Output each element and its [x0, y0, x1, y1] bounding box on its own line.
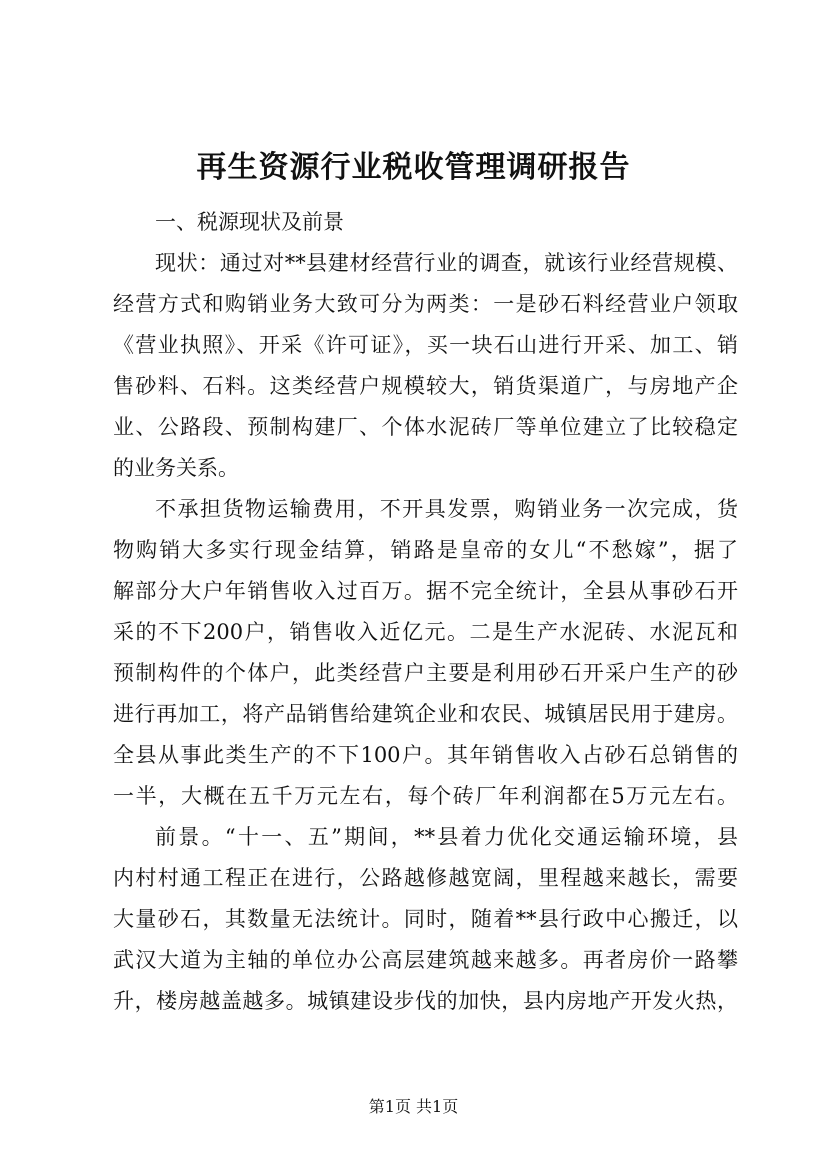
body-line: 采的不下200户，销售收入近亿元。二是生产水泥砖、水泥瓦和: [113, 620, 738, 644]
section-heading: 一、税源现状及前景: [155, 210, 344, 234]
body-line: 不承担货物运输费用，不开具发票，购销业务一次完成，货: [155, 497, 738, 521]
body-line: 武汉大道为主轴的单位办公高层建筑越来越多。再者房价一路攀: [113, 948, 738, 972]
body-line: 现状：通过对**县建材经营行业的调查，就该行业经营规模、: [155, 251, 738, 275]
body-line: 售砂料、石料。这类经营户规模较大，销货渠道广，与房地产企: [113, 374, 738, 398]
body-line: 全县从事此类生产的不下100户。其年销售收入占砂石总销售的: [113, 743, 738, 767]
body-line: 物购销大多实行现金结算，销路是皇帝的女儿“不愁嫁”，据了: [113, 538, 738, 562]
body-line: 一半，大概在五千万元左右，每个砖厂年利润都在5万元左右。: [113, 784, 738, 808]
body-line: 业、公路段、预制构建厂、个体水泥砖厂等单位建立了比较稳定: [113, 415, 738, 439]
body-line: 解部分大户年销售收入过百万。据不完全统计，全县从事砂石开: [113, 579, 738, 603]
page-footer: 第1页 共1页: [368, 1097, 459, 1116]
body-line: 预制构件的个体户，此类经营户主要是利用砂石开采户生产的砂: [113, 661, 738, 685]
body-line: 进行再加工，将产品销售给建筑企业和农民、城镇居民用于建房。: [113, 702, 738, 726]
body-line: 的业务关系。: [113, 456, 239, 480]
body-line: 前景。“十一、五”期间，**县着力优化交通运输环境，县: [155, 825, 738, 849]
body-line: 内村村通工程正在进行，公路越修越宽阔，里程越来越长，需要: [113, 866, 738, 890]
document-title: 再生资源行业税收管理调研报告: [196, 150, 631, 185]
document-body: [113, 202, 738, 1022]
body-line: 升，楼房越盖越多。城镇建设步伐的加快，县内房地产开发火热，: [113, 989, 738, 1013]
body-line: 经营方式和购销业务大致可分为两类：一是砂石料经营业户领取: [113, 292, 738, 316]
body-line: 大量砂石，其数量无法统计。同时，随着**县行政中心搬迁，以: [113, 907, 738, 931]
body-line: 《营业执照》、开采《许可证》，买一块石山进行开采、加工、销: [113, 333, 738, 357]
